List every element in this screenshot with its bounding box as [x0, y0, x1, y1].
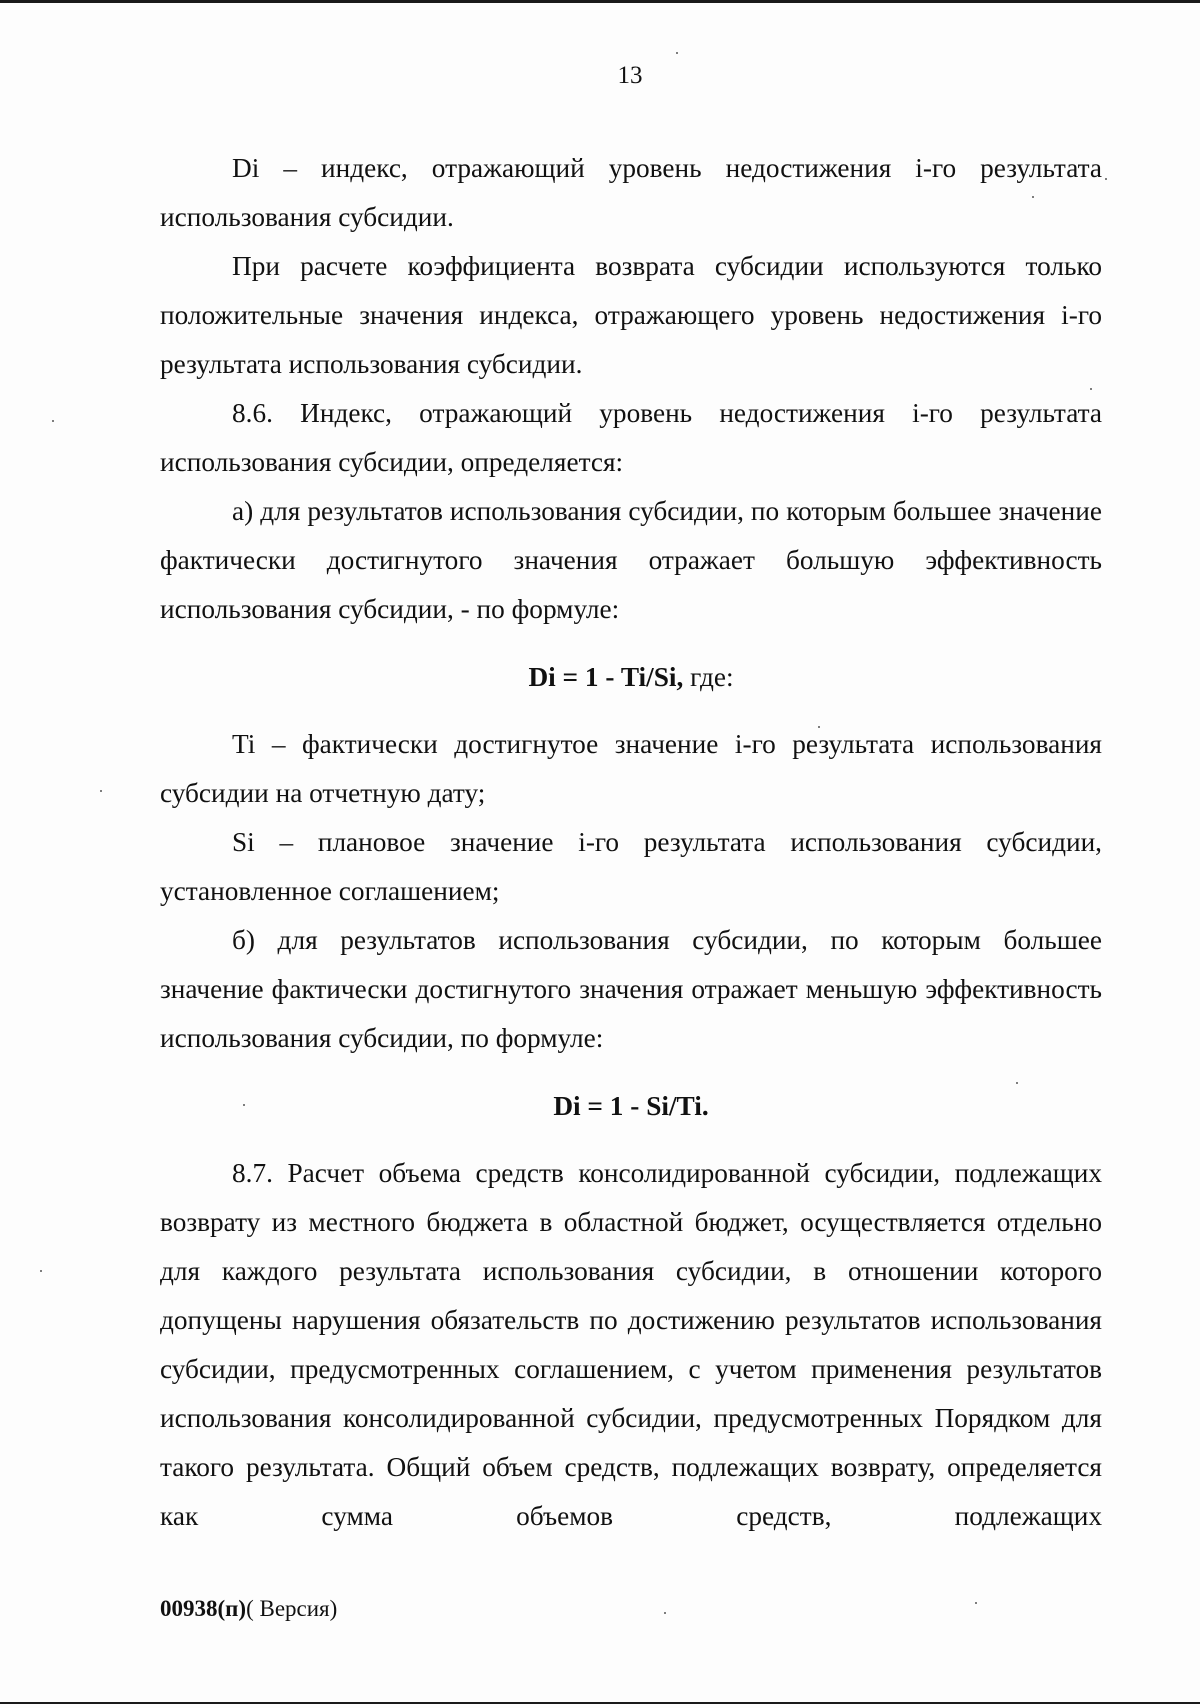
- scan-speck: [243, 1104, 245, 1106]
- paragraph-8-6: 8.6. Индекс, отражающий уровень недостижения i-го результата использования субсидии, определяется:: [160, 398, 1102, 477]
- page-number: 13: [617, 62, 643, 89]
- scan-speck: [1016, 1082, 1018, 1084]
- scan-speck: [1032, 196, 1034, 198]
- document-version-label: ( Версия): [246, 1596, 338, 1621]
- scan-bottom-edge: [0, 1702, 1200, 1704]
- scan-speck: [664, 1612, 666, 1614]
- scan-speck: [975, 1602, 977, 1604]
- scan-speck: [100, 790, 102, 792]
- paragraph-case-b: б) для результатов использования субсидии, по которым большее значение фактически достигнутого значения отражает меньшую эффективность использования субсидии, по формуле:: [160, 925, 1102, 1053]
- paragraph-8-7: 8.7. Расчет объема средств консолидированной субсидии, подлежащих возврату из местного бюджета в областной бюджет, осуществляется отдельно для каждого результата использования субсидии, в отношении которого допущены нарушения обязательств по достижению результатов использования субсидии, предусмотренных соглашением, с учетом применения результатов использования консолидированной субсидии, предусмотренных Порядком для такого результата. Общий объем средств, подлежащих возврату, определяется как сумма объемов средств, подлежащих: [160, 1158, 1102, 1531]
- scan-top-edge: [0, 0, 1200, 3]
- formula-case-a: [160, 653, 1102, 702]
- document-body: [160, 144, 1102, 1541]
- scan-speck: [818, 726, 820, 728]
- paragraph-di-definition: Di – индекс, отражающий уровень недостижения i-го результата использования субсидии.: [160, 153, 1102, 232]
- document-code: 00938(п): [160, 1596, 247, 1621]
- scan-speck: [1090, 388, 1092, 390]
- formula-case-b-expression: Di = 1 - Si/Ti.: [553, 1091, 709, 1121]
- scan-speck: [40, 1270, 42, 1272]
- scan-speck: [52, 420, 54, 422]
- formula-case-a-expression: Di = 1 - Ti/Si,: [528, 662, 684, 692]
- paragraph-ti-definition: Ti – фактически достигнутое значение i-го результата использования субсидии на отчетную дату;: [160, 729, 1102, 808]
- scan-speck: [676, 52, 678, 54]
- scan-speck: [1105, 178, 1107, 180]
- document-footer: [160, 1596, 337, 1622]
- paragraph-si-definition: Si – плановое значение i-го результата использования субсидии, установленное соглашением;: [160, 827, 1102, 906]
- formula-case-a-suffix: где:: [683, 662, 734, 692]
- formula-case-b: [160, 1082, 1102, 1131]
- paragraph-positive-values: При расчете коэффициента возврата субсидии используются только положительные значения индекса, отражающего уровень недостижения i-го результата использования субсидии.: [160, 251, 1102, 379]
- paragraph-case-a: а) для результатов использования субсидии, по которым большее значение фактически достигнутого значения отражает большую эффективность использования субсидии, - по формуле:: [160, 496, 1102, 624]
